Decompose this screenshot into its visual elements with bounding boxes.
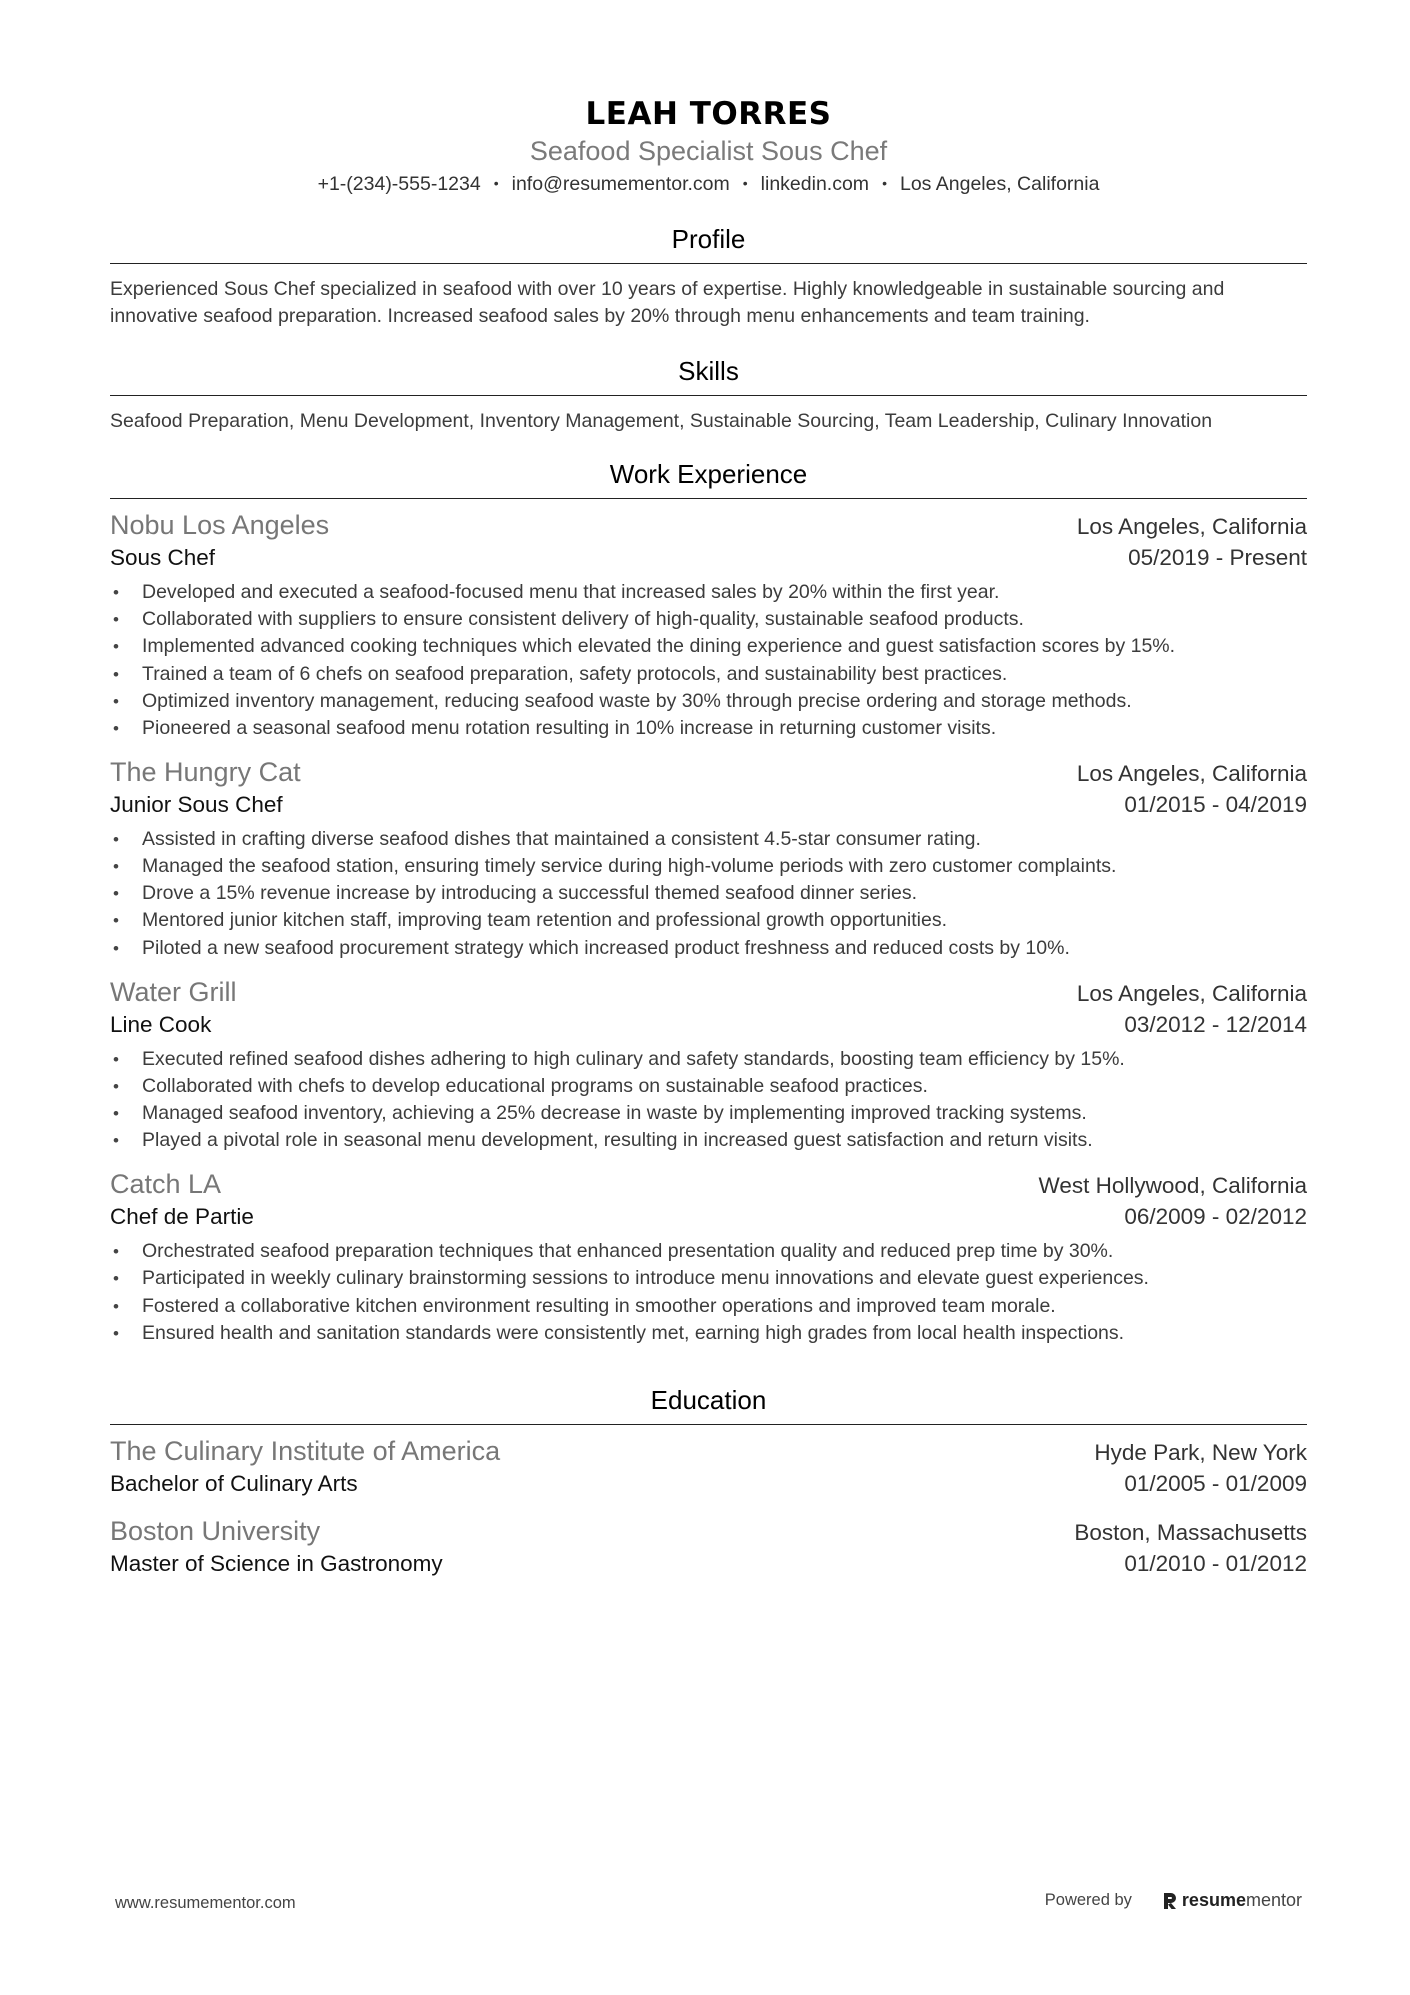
job-company: Nobu Los Angeles [110, 510, 330, 541]
list-item: • Drove a 15% revenue increase by introducing a successful themed seafood dinner series. [110, 880, 1307, 907]
education-entry [110, 1435, 1307, 1497]
job-bullets [110, 579, 1307, 742]
list-item: • Piloted a new seafood procurement strategy which increased product freshness and reduced costs by 10%. [110, 935, 1307, 962]
footer-branding [1045, 1890, 1302, 1911]
contact-line [110, 173, 1307, 196]
education-degree: Bachelor of Culinary Arts [110, 1470, 358, 1496]
section-heading-experience: Work Experience [609, 458, 808, 489]
candidate-name: LEAH TORRES [585, 96, 832, 132]
job-location: Los Angeles, California [1076, 514, 1307, 540]
skills-list: Seafood Preparation, Menu Development, Inventory Management, Sustainable Sourcing, Team Leadership, Culinary Innovation [110, 409, 1213, 432]
brand-name-part1: resume [1181, 1890, 1246, 1910]
job-role: Chef de Partie [110, 1204, 254, 1230]
list-item: • Assisted in crafting diverse seafood dishes that maintained a consistent 4.5-star consumer rating. [110, 826, 1307, 853]
job-company: The Hungry Cat [110, 757, 301, 788]
list-item: • Played a pivotal role in seasonal menu development, resulting in increased guest satisfaction and return visits. [110, 1127, 1307, 1154]
resume-page [110, 96, 1307, 1577]
list-item: • Executed refined seafood dishes adhering to high culinary and safety standards, boosting team efficiency by 15%. [110, 1046, 1307, 1073]
list-item: • Implemented advanced cooking techniques which elevated the dining experience and guest satisfaction scores by 15%. [110, 633, 1307, 660]
job-entry [110, 756, 1307, 962]
job-dates: 03/2012 - 12/2014 [1124, 1011, 1307, 1037]
job-bullets [110, 1046, 1307, 1155]
list-item: • Orchestrated seafood preparation techniques that enhanced presentation quality and reduced prep time by 30%. [110, 1238, 1307, 1265]
section-divider [110, 1424, 1307, 1425]
experience-section [110, 459, 1307, 1347]
powered-by-label: Powered by [1044, 1891, 1132, 1909]
section-divider [110, 498, 1307, 499]
education-dates: 01/2010 - 01/2012 [1124, 1550, 1307, 1576]
job-location: Los Angeles, California [1076, 761, 1307, 787]
list-item: • Optimized inventory management, reducing seafood waste by 30% through precise ordering and storage methods. [110, 688, 1307, 715]
education-location: Boston, Massachusetts [1074, 1519, 1307, 1545]
profile-section [110, 224, 1307, 330]
profile-summary: Experienced Sous Chef specialized in seafood with over 10 years of expertise. Highly knowledgeable in sustainable sourcing and innovative seafood preparation. Increased seafood sales by 20% through menu enhancements and team training. [110, 277, 1225, 327]
resume-header [110, 96, 1307, 196]
education-location: Hyde Park, New York [1094, 1440, 1307, 1466]
resumementor-logo-icon [1162, 1892, 1178, 1910]
contact-separator: • [742, 174, 748, 191]
list-item: • Developed and executed a seafood-focused menu that increased sales by 20% within the first year. [110, 579, 1307, 606]
brand-name-part2: mentor [1245, 1890, 1302, 1910]
footer-website[interactable]: www.resumementor.com [115, 1894, 296, 1912]
job-bullets [110, 826, 1307, 962]
list-item: • Ensured health and sanitation standards were consistently met, earning high grades from local health inspections. [110, 1320, 1307, 1347]
job-role: Junior Sous Chef [110, 791, 283, 817]
job-role: Sous Chef [110, 544, 216, 570]
job-company: Catch LA [110, 1169, 222, 1200]
education-dates: 01/2005 - 01/2009 [1124, 1470, 1307, 1496]
list-item: • Managed seafood inventory, achieving a 25% decrease in waste by implementing improved tracking systems. [110, 1100, 1307, 1127]
job-entry [110, 509, 1307, 742]
list-item: • Mentored junior kitchen staff, improving team retention and professional growth opportunities. [110, 907, 1307, 934]
section-divider [110, 395, 1307, 396]
job-entry [110, 976, 1307, 1155]
job-dates: 06/2009 - 02/2012 [1124, 1204, 1307, 1230]
list-item: • Trained a team of 6 chefs on seafood preparation, safety protocols, and sustainability best practices. [110, 661, 1307, 688]
skills-section [110, 356, 1307, 435]
list-item: • Fostered a collaborative kitchen environment resulting in smoother operations and improved team morale. [110, 1293, 1307, 1320]
education-degree: Master of Science in Gastronomy [110, 1550, 443, 1576]
contact-location: Los Angeles, California [899, 172, 1100, 195]
job-dates: 01/2015 - 04/2019 [1124, 791, 1307, 817]
list-item: • Pioneered a seasonal seafood menu rotation resulting in 10% increase in returning customer visits. [110, 715, 1307, 742]
list-item: • Collaborated with suppliers to ensure consistent delivery of high-quality, sustainable seafood products. [110, 606, 1307, 633]
education-entry [110, 1515, 1307, 1577]
job-role: Line Cook [110, 1011, 212, 1037]
list-item: • Participated in weekly culinary brainstorming sessions to introduce menu innovations and elevate guest experiences. [110, 1265, 1307, 1292]
contact-phone: +1-(234)-555-1234 [317, 172, 481, 195]
section-heading-skills: Skills [678, 355, 739, 386]
job-dates: 05/2019 - Present [1128, 544, 1307, 570]
education-section [110, 1385, 1307, 1577]
education-school: Boston University [110, 1515, 321, 1546]
job-entry [110, 1168, 1307, 1347]
education-school: The Culinary Institute of America [110, 1436, 501, 1467]
job-location: West Hollywood, California [1038, 1173, 1307, 1199]
list-item: • Managed the seafood station, ensuring timely service during high-volume periods with zero customer complaints. [110, 853, 1307, 880]
section-heading-education: Education [650, 1385, 767, 1415]
candidate-title: Seafood Specialist Sous Chef [529, 136, 888, 167]
job-bullets [110, 1238, 1307, 1347]
job-company: Water Grill [110, 976, 237, 1007]
list-item: • Collaborated with chefs to develop educational programs on sustainable seafood practices. [110, 1073, 1307, 1100]
section-divider [110, 263, 1307, 264]
section-heading-profile: Profile [671, 223, 746, 254]
contact-separator: • [493, 174, 499, 191]
resumementor-logo[interactable] [1162, 1890, 1302, 1911]
contact-email[interactable]: info@resumementor.com [511, 172, 730, 195]
contact-separator: • [882, 174, 887, 191]
job-location: Los Angeles, California [1076, 980, 1307, 1006]
contact-linkedin[interactable]: linkedin.com [760, 172, 870, 195]
